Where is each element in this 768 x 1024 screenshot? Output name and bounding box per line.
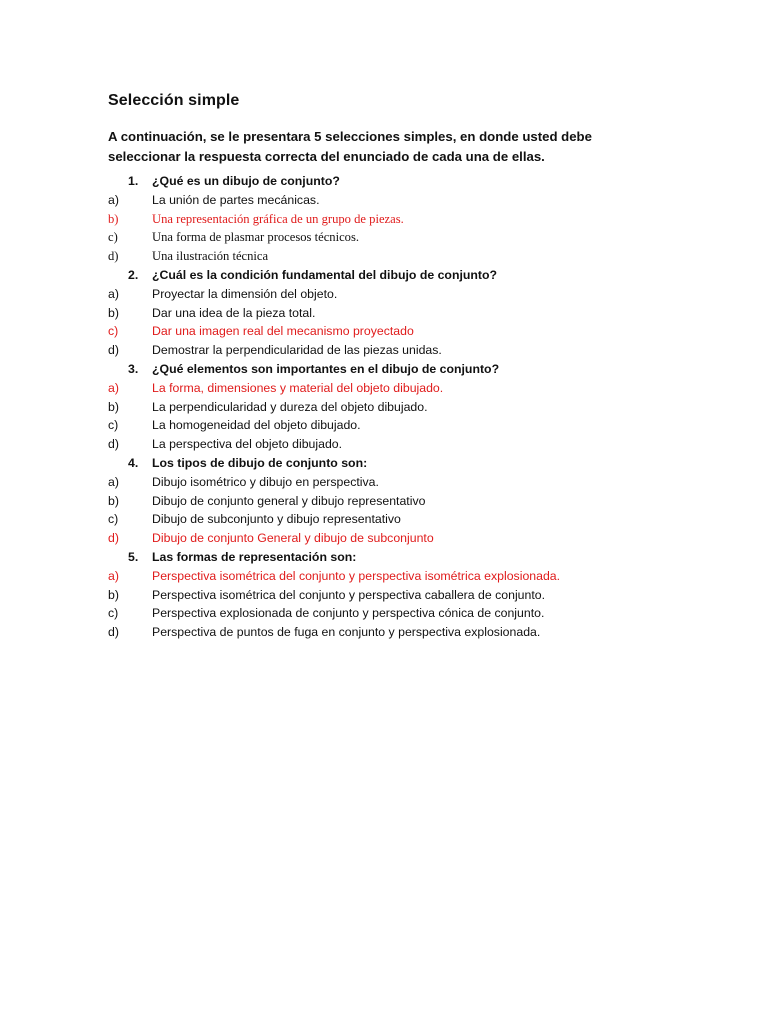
quiz-list bbox=[108, 172, 668, 642]
option-text: Demostrar la perpendicularidad de las piezas unidas. bbox=[152, 343, 442, 358]
option-3d bbox=[108, 435, 668, 454]
question-text: ¿Cuál es la condición fundamental del dibujo de conjunto? bbox=[152, 267, 498, 282]
option-2b bbox=[108, 304, 668, 323]
option-5a-correct bbox=[108, 567, 668, 586]
option-text: Dibujo de subconjunto y dibujo representativo bbox=[152, 512, 401, 527]
option-text: Una ilustración técnica bbox=[152, 249, 269, 264]
option-4c bbox=[108, 510, 668, 529]
option-5c bbox=[108, 604, 668, 623]
option-letter: c) bbox=[108, 606, 119, 621]
option-text: La forma, dimensiones y material del objeto dibujado. bbox=[152, 380, 444, 395]
option-letter: d) bbox=[108, 531, 119, 546]
option-text: Dibujo de conjunto general y dibujo representativo bbox=[152, 493, 426, 508]
option-text: La homogeneidad del objeto dibujado. bbox=[152, 418, 361, 433]
option-1a bbox=[108, 191, 668, 210]
option-letter: d) bbox=[108, 249, 119, 264]
option-1c bbox=[108, 228, 668, 247]
option-text: Perspectiva explosionada de conjunto y perspectiva cónica de conjunto. bbox=[152, 606, 545, 621]
option-letter: b) bbox=[108, 493, 119, 508]
question-number: 1. bbox=[128, 174, 139, 188]
option-4d-correct bbox=[108, 529, 668, 548]
page-title: Selección simple bbox=[108, 92, 240, 109]
option-3a-correct bbox=[108, 379, 668, 398]
question-text: Las formas de representación son: bbox=[152, 549, 357, 564]
option-letter: a) bbox=[108, 286, 119, 301]
option-letter: b) bbox=[108, 399, 119, 414]
question-text: Los tipos de dibujo de conjunto son: bbox=[152, 455, 368, 470]
question-number: 5. bbox=[128, 549, 139, 564]
option-letter: c) bbox=[108, 324, 119, 339]
option-letter: d) bbox=[108, 343, 119, 358]
option-text: Proyectar la dimensión del objeto. bbox=[152, 286, 338, 301]
option-letter: b) bbox=[108, 211, 119, 226]
option-3b bbox=[108, 398, 668, 417]
question-text: ¿Qué es un dibujo de conjunto? bbox=[152, 174, 340, 188]
question-text: ¿Qué elementos son importantes en el dibujo de conjunto? bbox=[152, 361, 500, 376]
question-5 bbox=[108, 548, 668, 567]
option-letter: d) bbox=[108, 437, 119, 452]
option-text: Dibujo isométrico y dibujo en perspectiva. bbox=[152, 474, 379, 489]
option-text: Dar una idea de la pieza total. bbox=[152, 305, 316, 320]
option-letter: c) bbox=[108, 230, 118, 245]
option-letter: a) bbox=[108, 192, 119, 207]
option-text: Dar una imagen real del mecanismo proyectado bbox=[152, 324, 414, 339]
intro-paragraph: A continuación, se le presentara 5 selecciones simples, en donde usted debe seleccionar la respuesta correcta del enunciado de cada una de ellas. bbox=[108, 129, 592, 164]
question-number: 2. bbox=[128, 267, 139, 282]
option-text: Perspectiva de puntos de fuga en conjunto y perspectiva explosionada. bbox=[152, 625, 541, 640]
option-4b bbox=[108, 492, 668, 511]
question-4 bbox=[108, 454, 668, 473]
question-1 bbox=[108, 172, 668, 191]
option-2d bbox=[108, 341, 668, 360]
question-3 bbox=[108, 360, 668, 379]
option-text: Una forma de plasmar procesos técnicos. bbox=[152, 230, 360, 245]
option-5d bbox=[108, 623, 668, 642]
option-letter: d) bbox=[108, 625, 119, 640]
question-2 bbox=[108, 266, 668, 285]
option-1b-correct bbox=[108, 210, 668, 229]
option-3c bbox=[108, 416, 668, 435]
option-letter: a) bbox=[108, 380, 119, 395]
question-number: 3. bbox=[128, 361, 139, 376]
option-text: Perspectiva isométrica del conjunto y perspectiva isométrica explosionada. bbox=[152, 568, 561, 583]
option-letter: c) bbox=[108, 418, 119, 433]
option-1d bbox=[108, 247, 668, 266]
option-letter: b) bbox=[108, 587, 119, 602]
option-text: La unión de partes mecánicas. bbox=[152, 192, 320, 207]
option-text: La perspectiva del objeto dibujado. bbox=[152, 437, 343, 452]
question-number: 4. bbox=[128, 455, 139, 470]
option-2c-correct bbox=[108, 322, 668, 341]
option-letter: a) bbox=[108, 474, 119, 489]
option-text: Una representación gráfica de un grupo de piezas. bbox=[152, 211, 404, 226]
option-letter: b) bbox=[108, 305, 119, 320]
option-text: Perspectiva isométrica del conjunto y perspectiva caballera de conjunto. bbox=[152, 587, 546, 602]
option-text: La perpendicularidad y dureza del objeto dibujado. bbox=[152, 399, 428, 414]
option-letter: c) bbox=[108, 512, 119, 527]
option-4a bbox=[108, 473, 668, 492]
option-2a bbox=[108, 285, 668, 304]
option-letter: a) bbox=[108, 568, 119, 583]
option-text: Dibujo de conjunto General y dibujo de subconjunto bbox=[152, 531, 434, 546]
option-5b bbox=[108, 586, 668, 605]
